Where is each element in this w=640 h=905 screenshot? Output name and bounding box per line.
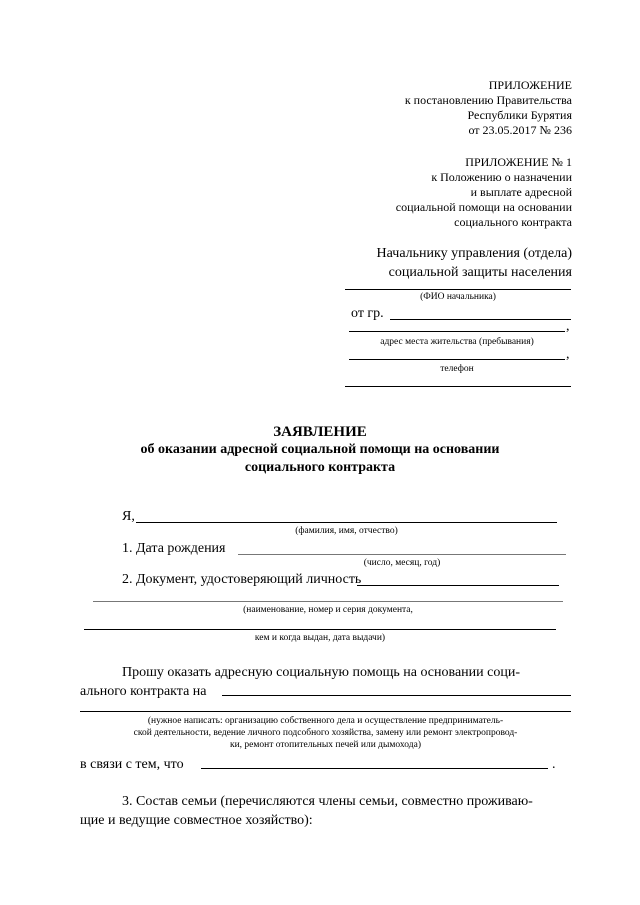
appendix-1-block xyxy=(405,78,572,138)
assistance-caption-line: ки, ремонт отопительных печей или дымохода) xyxy=(229,740,421,750)
appendix-1-line: Республики Бурятия xyxy=(467,108,572,122)
appendix-2-line: социальной помощи на основании xyxy=(395,200,572,214)
chief-fio-caption: (ФИО начальника) xyxy=(420,292,496,302)
phone-caption: телефон xyxy=(440,364,474,374)
comma-2: , xyxy=(566,347,570,362)
i-label: Я, xyxy=(122,509,135,524)
applicant-fio-caption: (фамилия, имя, отчество) xyxy=(295,526,398,536)
applicant-name-field[interactable] xyxy=(390,319,571,320)
appendix-2-block xyxy=(396,155,572,230)
request-line-1: Прошу оказать адресную социальную помощь на основании соци- xyxy=(122,665,520,680)
reason-label: в связи с тем, что xyxy=(80,757,184,772)
document-subtitle-1: об оказании адресной социальной помощи на основании xyxy=(140,442,500,457)
addressee-line-1: Начальнику управления (отдела) xyxy=(376,246,572,261)
address-field-2[interactable] xyxy=(349,359,565,360)
id-document-caption-2: кем и когда выдан, дата выдачи) xyxy=(254,633,386,643)
id-document-caption-1: (наименование, номер и серия документа, xyxy=(243,605,413,615)
addressee-line-2: социальной защиты населения xyxy=(388,265,572,280)
appendix-1-line: к постановлению Правительства xyxy=(404,93,572,107)
applicant-fio-field[interactable] xyxy=(136,522,557,523)
assistance-type-field-2[interactable] xyxy=(80,711,571,712)
appendix-1-line: ПРИЛОЖЕНИЕ xyxy=(488,78,572,92)
assistance-type-field[interactable] xyxy=(222,695,571,696)
request-line-2-prefix: ального контракта на xyxy=(80,684,207,699)
birth-date-label: 1. Дата рождения xyxy=(122,541,226,556)
id-document-details-field[interactable] xyxy=(93,601,563,602)
addressee-block xyxy=(377,244,572,282)
comma-1: , xyxy=(566,319,570,334)
family-line-1: 3. Состав семьи (перечисляются члены семьи, совместно проживаю- xyxy=(122,794,533,809)
assistance-caption-line: (нужное написать: организацию собственного дела и осуществление предприниматель- xyxy=(147,716,504,726)
phone-field[interactable] xyxy=(345,386,571,387)
reason-period: . xyxy=(552,757,556,772)
appendix-1-line: от 23.05.2017 № 236 xyxy=(468,123,572,137)
assistance-type-caption xyxy=(80,715,571,751)
document-title: ЗАЯВЛЕНИЕ xyxy=(273,424,367,440)
appendix-2-line: социального контракта xyxy=(454,215,572,229)
id-document-field[interactable] xyxy=(357,585,559,586)
from-label: от гр. xyxy=(351,306,384,321)
appendix-2-line: и выплате адресной xyxy=(470,185,572,199)
chief-fio-field[interactable] xyxy=(345,289,571,290)
birth-date-caption: (число, месяц, год) xyxy=(363,558,441,568)
document-subtitle-2: социального контракта xyxy=(244,460,396,475)
appendix-2-line: к Положению о назначении xyxy=(431,170,572,184)
address-field[interactable] xyxy=(349,331,565,332)
reason-field[interactable] xyxy=(201,768,548,769)
id-document-issued-field[interactable] xyxy=(84,629,556,630)
assistance-caption-line: ской деятельности, ведение личного подсобного хозяйства, замену или ремонт электропровод- xyxy=(133,728,518,738)
address-caption: адрес места жительства (пребывания) xyxy=(380,337,534,347)
family-line-2: щие и ведущие совместное хозяйство): xyxy=(80,813,313,828)
id-document-label: 2. Документ, удостоверяющий личность xyxy=(122,572,362,587)
appendix-2-line: ПРИЛОЖЕНИЕ № 1 xyxy=(465,155,572,169)
birth-date-field[interactable] xyxy=(238,554,566,555)
